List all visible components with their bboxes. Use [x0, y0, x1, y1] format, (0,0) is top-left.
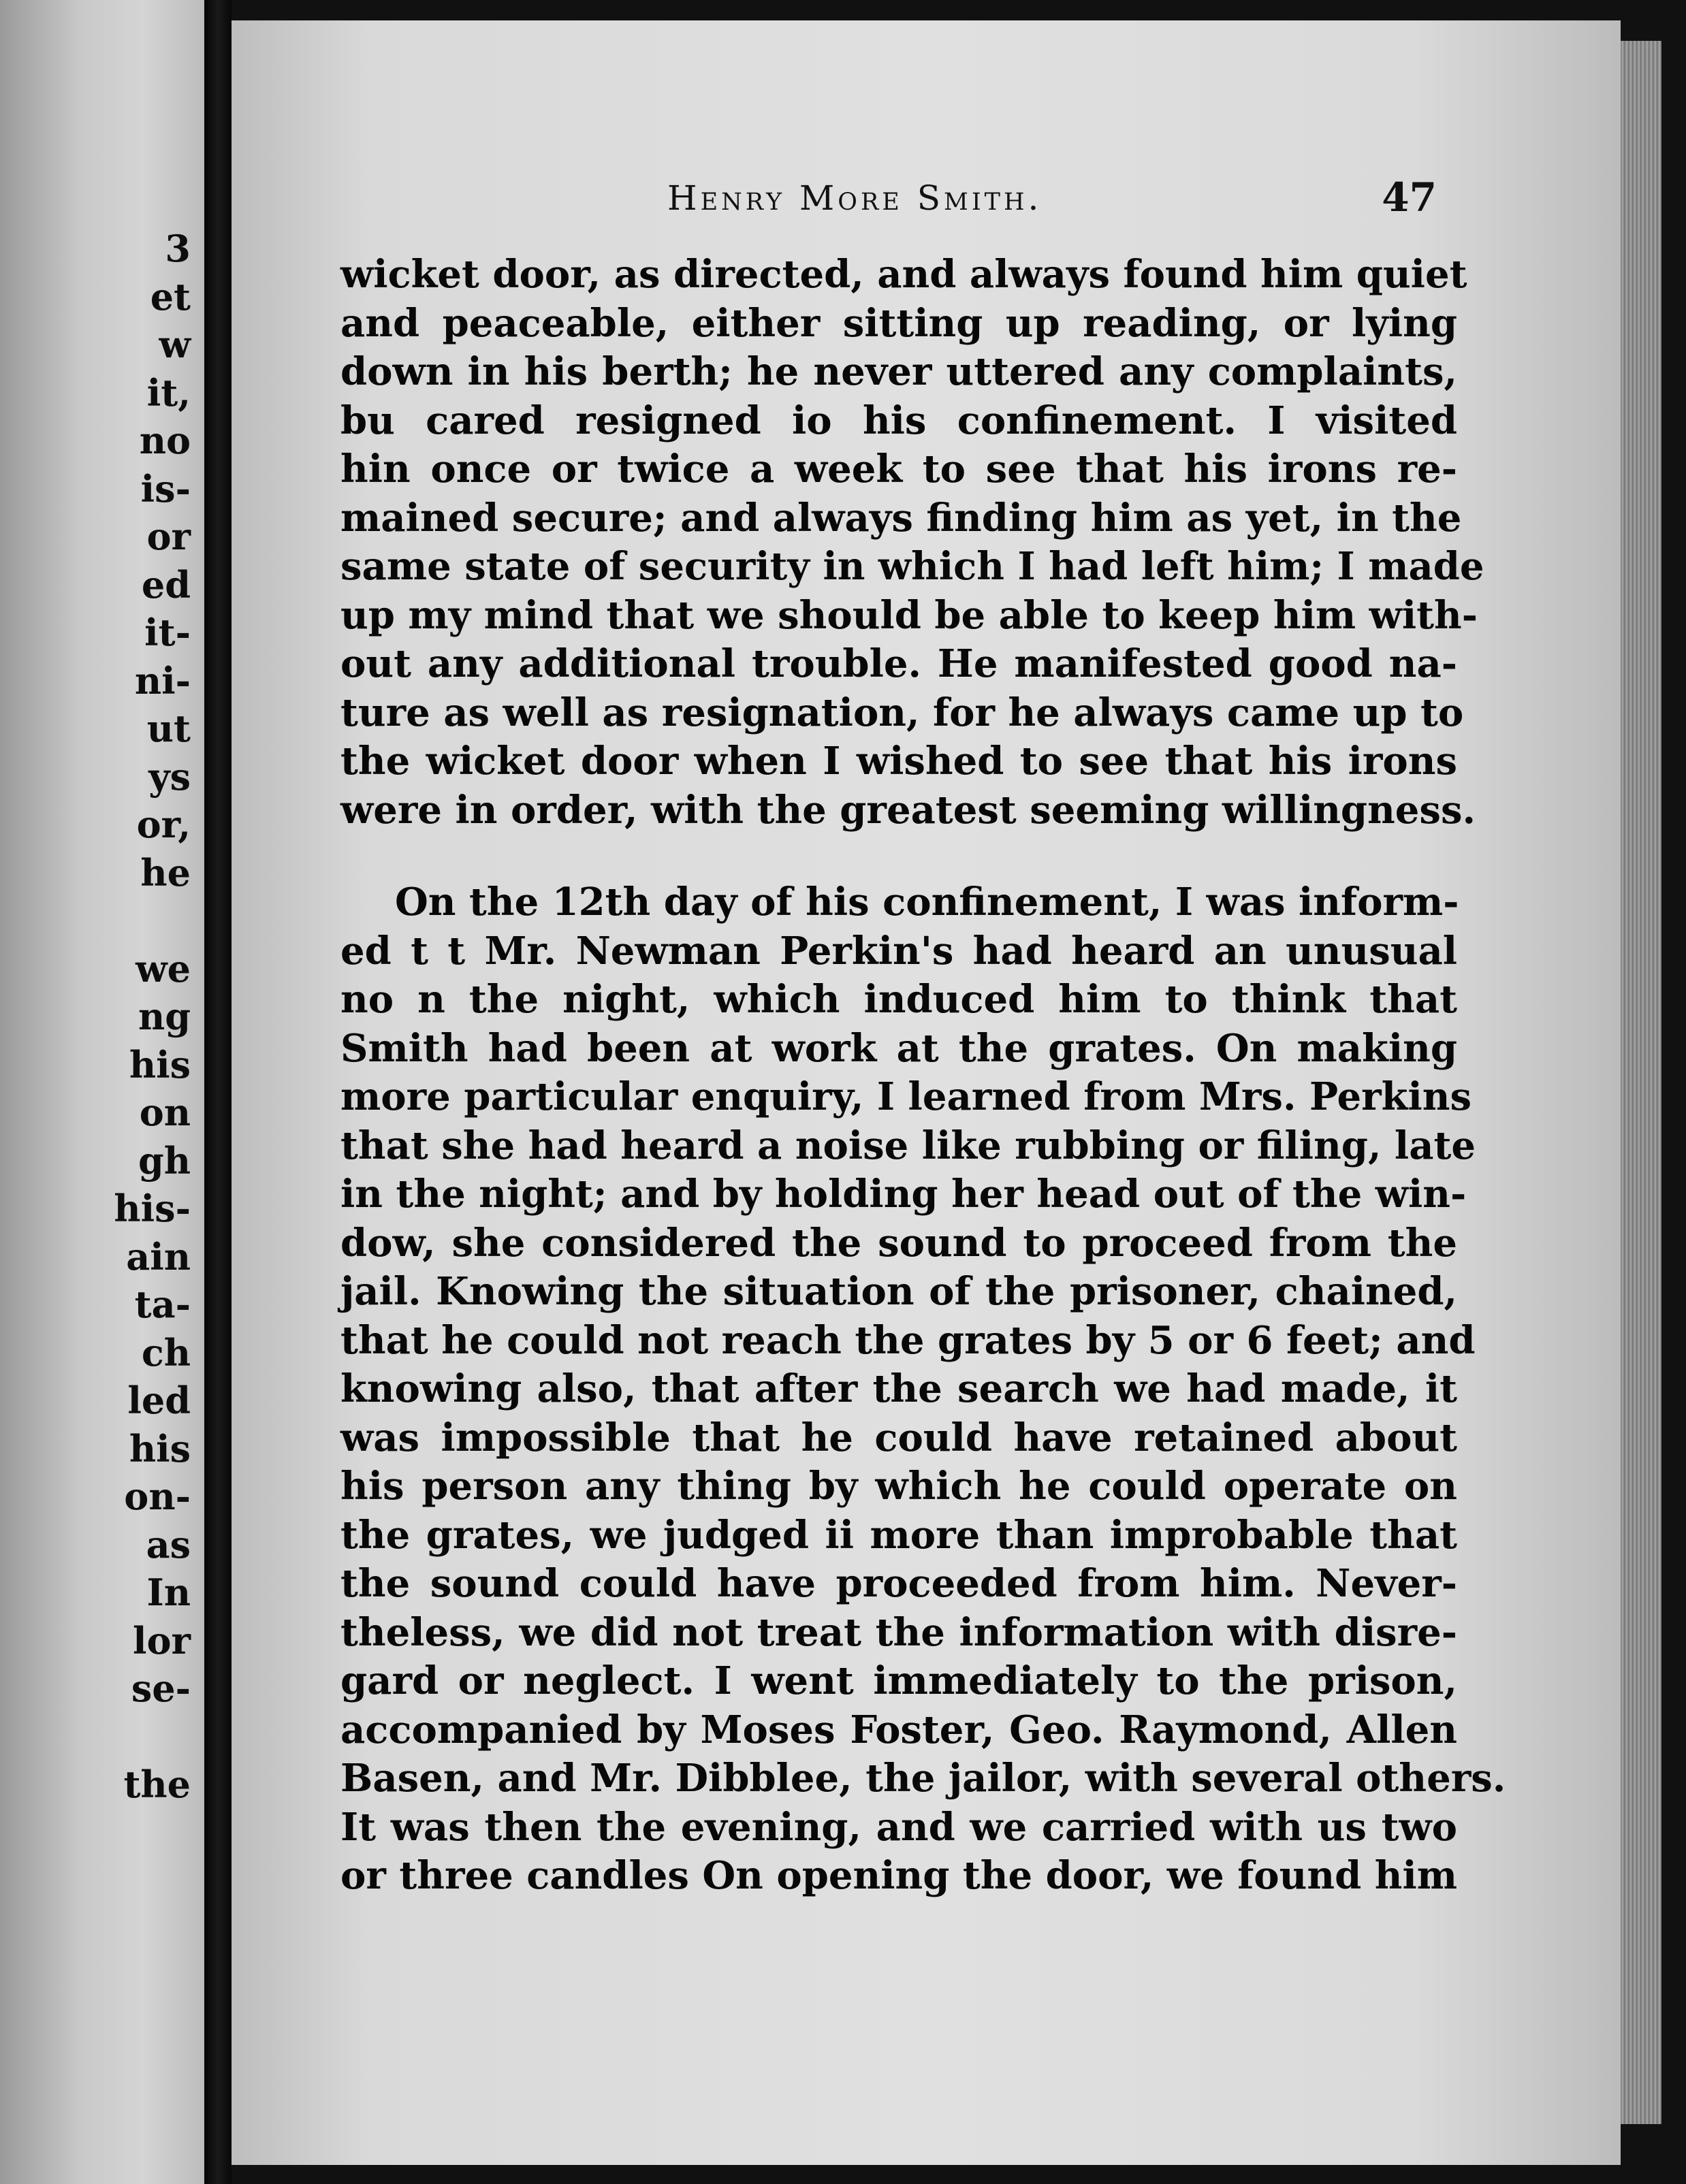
text-line: theless, we did not treat the information with disre- [340, 1609, 1457, 1655]
left-fragment: is- [140, 466, 191, 511]
text-line: gard or neglect. I went immediately to the prison, [340, 1658, 1457, 1703]
text-line: or three candles On opening the door, we found him [340, 1853, 1457, 1898]
left-fragment: he [140, 850, 191, 895]
text-line: out any additional trouble. He manifested good na- [340, 641, 1457, 686]
left-fragment: it- [144, 611, 191, 654]
left-fragment: w [159, 323, 191, 366]
left-fragment: ain [126, 1234, 191, 1279]
text-line: more particular enquiry, I learned from Mrs. Perkins [340, 1074, 1472, 1119]
left-fragment: his [129, 1426, 191, 1471]
left-fragment: ng [138, 995, 191, 1038]
text-line: hin once or twice a week to see that his irons re- [340, 447, 1457, 492]
left-fragment: 3 [165, 227, 191, 270]
text-line: mained secure; and always finding him as yet, in the [340, 495, 1462, 541]
left-fragment: we [136, 946, 191, 991]
text-line: up my mind that we should be able to keep him with- [340, 592, 1478, 638]
left-fragment: it, [146, 370, 191, 415]
left-facing-page [0, 0, 204, 2184]
left-fragment: ed [141, 562, 191, 607]
left-fragment: ch [141, 1330, 191, 1375]
left-fragment: led [127, 1379, 191, 1422]
left-fragment: or, [136, 803, 191, 846]
left-fragment [114, 1713, 191, 1761]
left-fragment: on [139, 1091, 191, 1134]
text-line: same state of security in which I had left him; I made [340, 544, 1484, 589]
text-line: his person any thing by which he could operate on [340, 1464, 1457, 1509]
text-line: the wicket door when I wished to see that his irons [340, 739, 1457, 784]
text-line: knowing also, that after the search we had made, it [340, 1366, 1457, 1411]
left-fragment: as [146, 1522, 191, 1567]
left-fragment: the [123, 1763, 191, 1806]
left-fragment: ut [146, 707, 191, 750]
book-gutter [204, 0, 232, 2184]
left-fragment: In [146, 1571, 191, 1614]
text-line: that she had heard a noise like rubbing or filing, late [340, 1123, 1476, 1168]
left-fragment: on- [124, 1475, 191, 1518]
text-line: was impossible that he could have retained about [340, 1415, 1457, 1460]
text-line: ture as well as resignation, for he always came up to [340, 690, 1464, 735]
left-fragment: or [146, 515, 191, 558]
text-line: jail. Knowing the situation of the prisoner, chained, [340, 1269, 1457, 1314]
paragraph-gap [340, 835, 1457, 878]
text-line: wicket door, as directed, and always found him quiet [340, 252, 1467, 297]
running-head [381, 174, 1437, 226]
text-line: It was then the evening, and we carried with us two [340, 1804, 1457, 1850]
text-line: dow, she considered the sound to proceed from the [340, 1220, 1457, 1266]
paragraph-1 [340, 251, 1484, 835]
left-fragment: ys [148, 754, 191, 799]
text-line: On the 12th day of his confinement, I was inform- [395, 880, 1459, 925]
left-fragment: et [150, 274, 191, 319]
text-line: Smith had been at work at the grates. On making [340, 1025, 1457, 1071]
text-line: Basen, and Mr. Dibblee, the jailor, with several others. [340, 1756, 1506, 1801]
text-line: down in his berth; he never uttered any complaints, [340, 349, 1457, 394]
left-fragment: his- [114, 1187, 191, 1230]
text-line: and peaceable, either sitting up reading, or lying [340, 300, 1457, 346]
text-line: in the night; and by holding her head out of the win- [340, 1172, 1467, 1217]
body-text [340, 251, 1506, 1901]
left-fragment [114, 897, 191, 945]
left-fragment: no [139, 419, 191, 462]
text-line: were in order, with the greatest seeming willingness. [340, 787, 1476, 833]
left-fragment: ni- [134, 658, 191, 703]
left-fragment: lor [133, 1618, 191, 1663]
left-page-text-fragments [114, 225, 191, 1809]
text-line: the grates, we judged ii more than improbable that [340, 1512, 1457, 1558]
left-fragment: ta- [134, 1283, 191, 1326]
text-line: no n the night, which induced him to think that [340, 977, 1457, 1022]
text-line: that he could not reach the grates by 5 or 6 feet; and [340, 1317, 1476, 1363]
running-head-title: Henry More Smith. [667, 178, 1043, 218]
page-number: 47 [1382, 174, 1437, 221]
text-line: ed t t Mr. Newman Perkin's had heard an unusual [340, 928, 1457, 974]
paragraph-2 [340, 878, 1506, 1901]
left-fragment: his [129, 1042, 191, 1087]
left-fragment: gh [138, 1138, 191, 1183]
text-line: accompanied by Moses Foster, Geo. Raymond, Allen [340, 1707, 1457, 1752]
text-line: bu cared resigned io his confinement. I visited [340, 398, 1457, 443]
left-fragment: se- [131, 1667, 191, 1710]
text-line: the sound could have proceeded from him. Never- [340, 1561, 1457, 1606]
page-edge-stack [1621, 41, 1661, 2124]
